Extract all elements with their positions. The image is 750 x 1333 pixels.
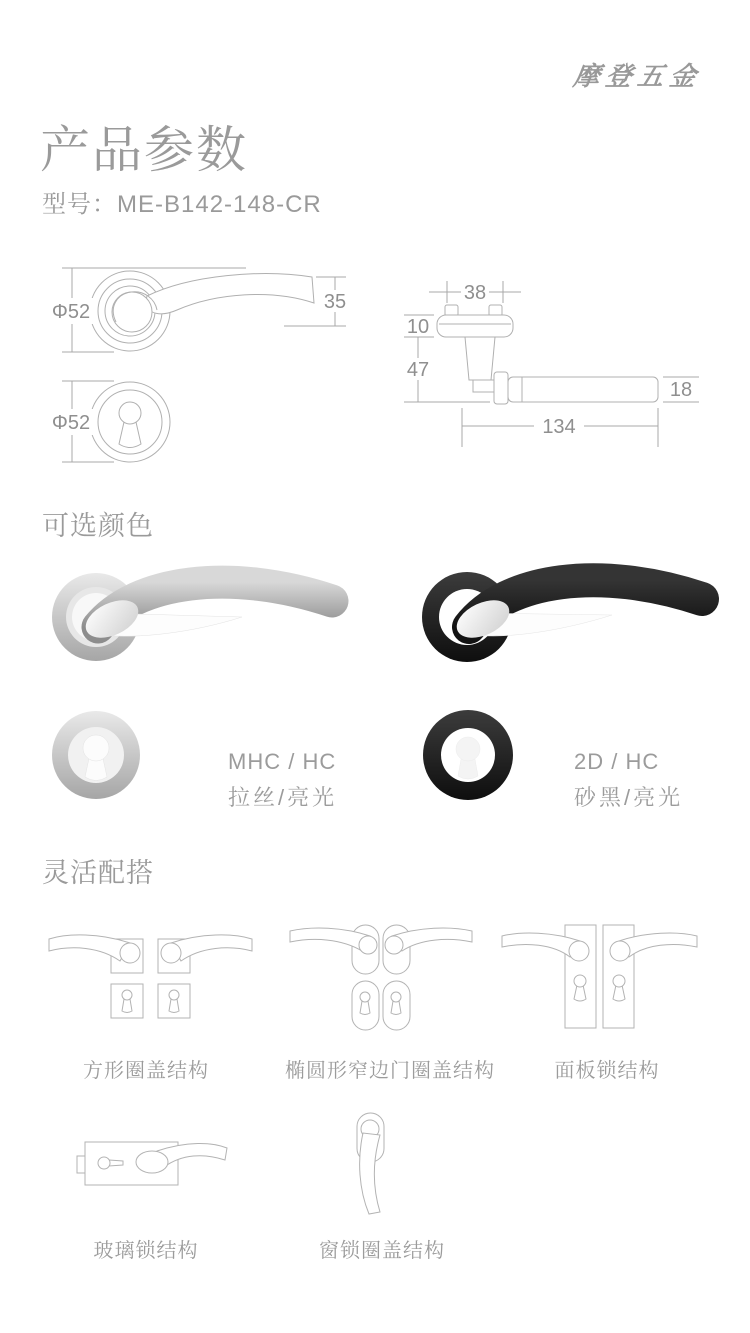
matching-heading: 灵活配搭 — [42, 858, 154, 888]
dim-lever-end-height: 35 — [323, 291, 347, 313]
matching-item-label: 方形圈盖结构 — [83, 1060, 209, 1082]
dim-lever-length: 134 — [542, 416, 576, 438]
black-handle-image — [422, 572, 702, 662]
technical-drawing — [30, 250, 730, 480]
silver-handle-image — [52, 573, 332, 661]
brand-logo: 摩登五金 — [571, 61, 704, 91]
glass-lock-diagram — [77, 1142, 227, 1185]
oval-rose-diagram — [290, 925, 472, 1030]
matching-item-label: 面板锁结构 — [554, 1060, 660, 1082]
color-finish: 砂黑/亮光 — [574, 785, 684, 810]
color-option-black-label — [574, 744, 683, 816]
colors-heading: 可选颜色 — [42, 511, 154, 541]
dim-rose-diameter: Φ52 — [51, 301, 91, 323]
dim-escutcheon-diameter: Φ52 — [51, 412, 91, 434]
dim-lever-thickness: 18 — [669, 379, 693, 401]
matching-diagrams-row1 — [40, 920, 730, 1035]
page-title: 产品参数 — [40, 122, 248, 178]
panel-lock-diagram — [502, 925, 697, 1028]
color-finish: 拉丝/亮光 — [228, 785, 338, 810]
dim-height: 47 — [406, 359, 430, 381]
square-rose-diagram — [49, 935, 252, 1018]
matching-item-label: 椭圆形窄边门圈盖结构 — [285, 1060, 495, 1082]
model-number: 型号：ME-B142-148-CR — [42, 191, 322, 218]
side-view-drawing — [437, 305, 658, 404]
color-option-silver-label — [228, 744, 337, 816]
color-code: 2D / HC — [574, 749, 660, 774]
window-lock-diagram — [357, 1113, 384, 1214]
silver-escutcheon-image — [52, 711, 140, 799]
matching-item-label: 窗锁圈盖结构 — [319, 1240, 445, 1262]
front-view-drawing — [90, 271, 314, 462]
color-code: MHC / HC — [228, 749, 337, 774]
dim-rose-thickness: 10 — [406, 316, 430, 338]
matching-item-label: 玻璃锁结构 — [93, 1240, 199, 1262]
matching-diagrams-row2 — [40, 1105, 540, 1225]
black-escutcheon-image — [423, 710, 513, 800]
dim-rose-width: 38 — [463, 282, 487, 304]
